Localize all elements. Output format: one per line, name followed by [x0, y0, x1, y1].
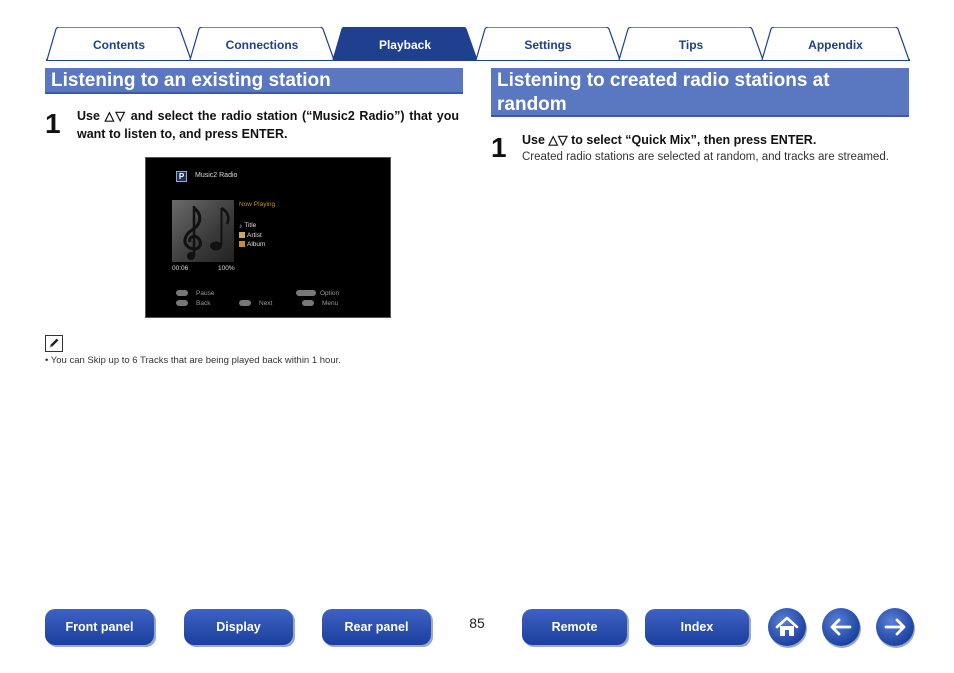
now-playing-label: Now Playing: [239, 201, 276, 208]
next-page-button[interactable]: [876, 608, 914, 646]
menu-button-icon: [302, 300, 314, 306]
tab-appendix-label: Appendix: [808, 37, 863, 52]
step-number: 1: [491, 132, 507, 163]
next-control: [239, 300, 272, 307]
front-panel-button[interactable]: Front panel: [45, 609, 154, 645]
tab-tips[interactable]: [618, 27, 764, 60]
section-title-random-stations: Listening to created radio stations at random: [491, 68, 909, 117]
menu-label: Menu: [322, 300, 339, 307]
home-icon: [774, 614, 800, 640]
tab-settings-label: Settings: [524, 37, 572, 52]
track-title: Title: [244, 222, 257, 229]
tab-appendix[interactable]: [761, 27, 910, 60]
track-album: Album: [247, 241, 266, 248]
next-label: Next: [259, 300, 273, 307]
music-note-icon: ♪: [239, 223, 243, 230]
tab-connections-label: Connections: [225, 37, 299, 52]
tab-playback-label: Playback: [378, 37, 432, 52]
step-instruction: Use △▽ to select “Quick Mix”, then press ENTER.: [522, 133, 817, 147]
artist-icon: [239, 232, 245, 238]
pause-button-icon: [176, 290, 188, 296]
pause-label: Pause: [196, 290, 215, 297]
tab-tips-label: Tips: [678, 37, 704, 52]
step-number: 1: [45, 108, 61, 139]
menu-control: [302, 300, 338, 307]
option-label: Option: [320, 290, 340, 297]
back-control: [176, 300, 210, 307]
previous-page-button[interactable]: [822, 608, 860, 646]
pause-control: [176, 290, 214, 297]
step-instruction: Use △▽ and select the radio station (“Music2 Radio”) that you want to listen to, and press ENTER.: [77, 109, 459, 141]
option-control: [296, 290, 339, 297]
section-title-existing-station: Listening to an existing station: [45, 68, 463, 94]
album-art-music-note-icon: [172, 200, 234, 262]
album-icon: [239, 241, 245, 247]
page-number: 85: [469, 615, 485, 631]
next-button-icon: [239, 300, 251, 306]
tab-contents-label: Contents: [93, 37, 145, 52]
back-arrow-icon: [828, 614, 854, 640]
track-album-row: [239, 241, 265, 248]
option-button-icon: [296, 290, 316, 296]
tab-contents[interactable]: [46, 27, 192, 60]
tab-playback[interactable]: [332, 27, 478, 60]
track-artist-row: [239, 232, 262, 239]
rear-panel-button[interactable]: Rear panel: [322, 609, 431, 645]
note-text: • You can Skip up to 6 Tracks that are being played back within 1 hour.: [45, 355, 341, 366]
elapsed-time: 00:06: [172, 265, 189, 272]
tab-connections[interactable]: [189, 27, 335, 60]
home-button[interactable]: [768, 608, 806, 646]
back-button-icon: [176, 300, 188, 306]
buffer-progress: 100%: [218, 265, 235, 272]
tab-bar: [46, 27, 910, 61]
track-title-row: [239, 222, 256, 229]
index-button[interactable]: Index: [645, 609, 749, 645]
tab-settings[interactable]: [475, 27, 621, 60]
step-description: Created radio stations are selected at random, and tracks are streamed.: [522, 151, 889, 163]
station-name: Music2 Radio: [195, 172, 238, 179]
forward-arrow-icon: [882, 614, 908, 640]
back-label: Back: [196, 300, 211, 307]
pandora-logo-icon: P: [176, 171, 187, 182]
remote-button[interactable]: Remote: [522, 609, 627, 645]
tv-screen-mock: [145, 157, 391, 318]
track-artist: Artist: [247, 232, 262, 239]
display-button[interactable]: Display: [184, 609, 293, 645]
pencil-note-icon: [45, 335, 63, 352]
